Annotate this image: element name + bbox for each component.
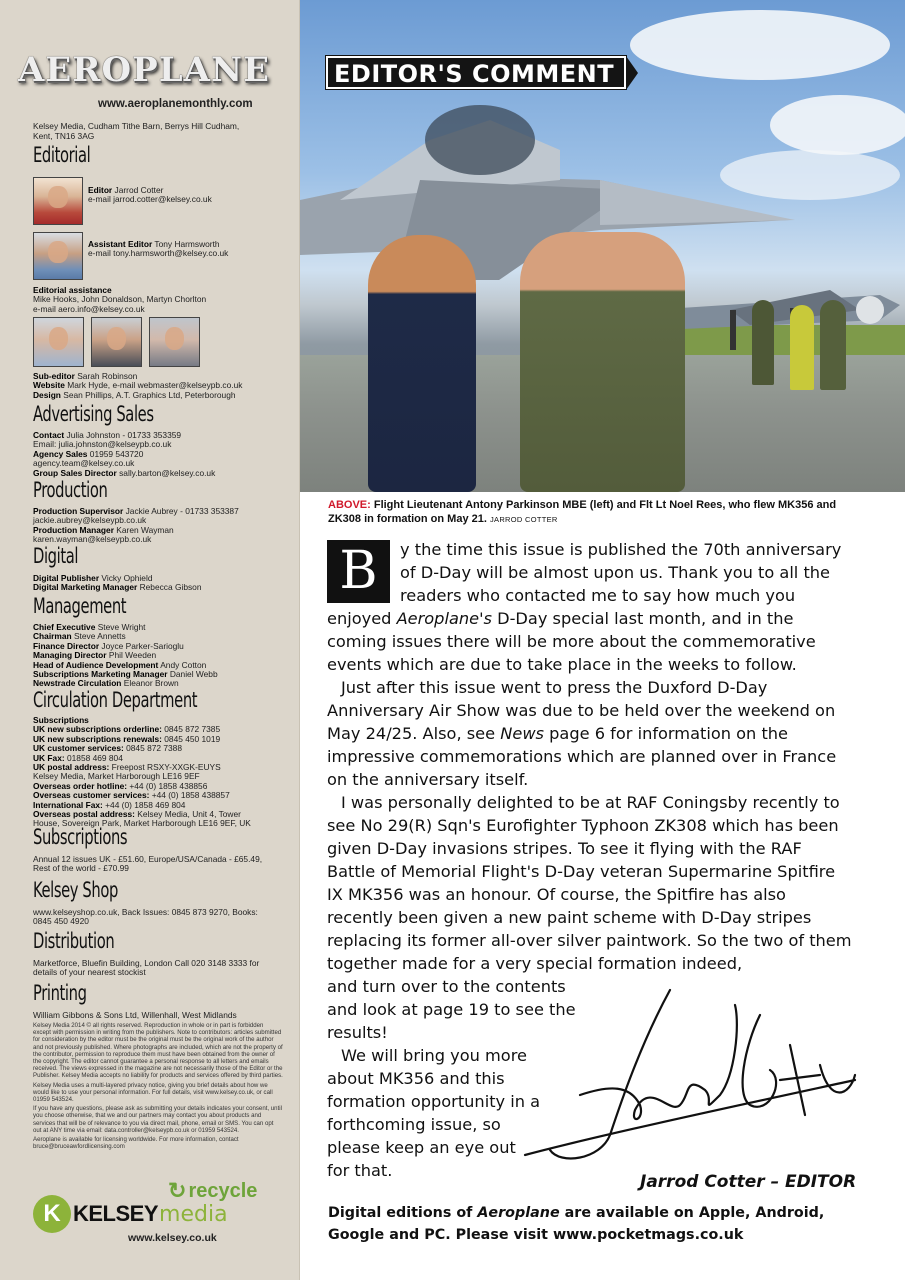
- kelsey-url[interactable]: www.kelsey.co.uk: [128, 1232, 217, 1244]
- editor-signature: [520, 985, 860, 1175]
- paragraph-1: B y the time this issue is published the 70th anniversary of D-Day will be almost upon us. Thank you to all the readers who contacted me to say how much you enjoyed Aeroplane's D-Day special last month, and in the coming issues there will be more about the commemorative events which are due to take place in the weeks to follow.: [327, 540, 842, 674]
- editors-comment-banner: EDITOR'S COMMENT: [326, 56, 626, 89]
- circulation-heading: Circulation Department: [33, 688, 198, 712]
- signature-name: Jarrod Cotter – EDITOR: [640, 1172, 857, 1192]
- paragraph-3: I was personally delighted to be at RAF Coningsby recently to see No 29(R) Sqn's Eurofighter Typhoon ZK308 which has been given D-Day invasions stripes. To see it flying with the RAF Battle of Memorial Flight's D-Day veteran Supermarine Spitfire IX MK356 was an honour. Of course, the Spitfire has also recently been given a new paint scheme with D-Day stripes replacing its former all-over silver paintwork. So the two of them together made for a very special formation indeed,: [327, 793, 852, 973]
- pilot-left: [368, 235, 476, 492]
- management-details: Chief Executive Steve Wright Chairman Steve Annetts Finance Director Joyce Parker-Sarioglu Managing Director Phil Weeden Head of Audience Development Andy Cotton Subscriptions Marketing Manager Daniel Webb Newstrade Circulation Eleanor Brown: [33, 622, 218, 689]
- aeroplane-logo: AEROPLANE: [33, 40, 255, 100]
- editor-credit: Editor Jarrod Cotter e-mail jarrod.cotter@kelsey.co.uk: [88, 185, 212, 205]
- editorial-assistance: Editorial assistance Mike Hooks, John Donaldson, Martyn Chorlton e-mail aero.info@kelsey.co.uk: [33, 285, 207, 314]
- assistant-editor-photo: [33, 232, 83, 280]
- advertising-details: Contact Julia Johnston - 01733 353359 Email: julia.johnston@kelseypb.co.uk Agency Sales 01959 543720 agency.team@kelsey.co.uk Group Sales Director sally.barton@kelsey.co.uk: [33, 430, 216, 478]
- shop-heading: Kelsey Shop: [33, 878, 118, 902]
- management-heading: Management: [33, 594, 127, 618]
- recycle-icon: ↻: [168, 1178, 187, 1203]
- kelsey-media-logo: K KELSEY media: [33, 1195, 228, 1233]
- masthead-sidebar: [0, 0, 300, 1280]
- editor-photo: [33, 177, 83, 225]
- assistant-photo-2: [91, 317, 142, 367]
- publisher-address: Kelsey Media, Cudham Tithe Barn, Berrys Hill Cudham, Kent, TN16 3AG: [33, 121, 240, 141]
- assistant-editor-credit: Assistant Editor Tony Harmsworth e-mail tony.harmsworth@kelsey.co.uk: [88, 239, 229, 259]
- subeditor-web-design: Sub-editor Sarah Robinson Website Mark Hyde, e-mail webmaster@kelseypb.co.uk Design Sean Phillips, A.T. Graphics Ltd, Peterborough: [33, 371, 243, 400]
- distribution-details: Marketforce, Bluefin Building, London Call 020 3148 3333 for details of your nearest stockist: [33, 958, 260, 978]
- recycle-logo: ↻ recycle: [168, 1178, 258, 1203]
- paragraph-2: Just after this issue went to press the Duxford D-Day Anniversary Air Show was due to be held over the weekend on May 24/25. Also, see News page 6 for information on the impressive commemorations which are planned over in France on the anniversary itself.: [327, 678, 837, 789]
- printing-heading: Printing: [33, 981, 87, 1005]
- assistant-photo-3: [149, 317, 200, 367]
- assistant-photo-1: [33, 317, 84, 367]
- site-url[interactable]: www.aeroplanemonthly.com: [98, 98, 253, 110]
- subscriptions-prices: Annual 12 issues UK - £51.60, Europe/USA/Canada - £65.49, Rest of the world - £70.99: [33, 854, 263, 874]
- advertising-heading: Advertising Sales: [33, 402, 154, 426]
- shop-details: www.kelseyshop.co.uk, Back Issues: 0845 873 9270, Books: 0845 450 4920: [33, 907, 258, 927]
- paragraph-3-tail: and turn over to the contents and look at page 19 to see the results!: [327, 977, 576, 1042]
- pilot-right: [520, 232, 685, 492]
- digital-editions-note: Digital editions of Aeroplane are available on Apple, Android, Google and PC. Please visit www.pocketmags.co.uk: [328, 1205, 825, 1243]
- photo-caption: ABOVE: Flight Lieutenant Antony Parkinson MBE (left) and Flt Lt Noel Rees, who flew MK356 and ZK308 in formation on May 21. JARROD COTTER: [328, 499, 837, 525]
- production-details: Production Supervisor Jackie Aubrey - 01733 353387 jackie.aubrey@kelseypb.co.uk Production Manager Karen Wayman karen.wayman@kelseypb.co.uk: [33, 506, 239, 545]
- editorial-heading: Editorial: [33, 143, 91, 167]
- circulation-details: Subscriptions UK new subscriptions orderline: 0845 872 7385 UK new subscriptions renewals: 0845 450 1019 UK customer services: 0845 872 7388 UK Fax: 01858 469 804 UK postal address: Freepost RSXY-XXGK-EUYS Kelsey Media, Market Harborough LE16 9EF Overseas order hotline: +44 (0) 1858 438856 Overseas customer services: +44 (0) 1858 438857 International Fax: +44 (0) 1858 469 804 Overseas postal address: Kelsey Media, Unit 4, Tower House, Sovereign Park, Market Harborough LE16 9EF, UK: [33, 715, 251, 829]
- subscriptions-heading: Subscriptions: [33, 825, 128, 849]
- production-heading: Production: [33, 478, 108, 502]
- printing-details: William Gibbons & Sons Ltd, Willenhall, West Midlands: [33, 1010, 237, 1020]
- digital-heading: Digital: [33, 544, 79, 568]
- paragraph-4: We will bring you more about MK356 and this formation opportunity in a forthcoming issue, so please keep an eye out for that.: [327, 1046, 541, 1180]
- distribution-heading: Distribution: [33, 929, 115, 953]
- legal-fine-print: Kelsey Media 2014 © all rights reserved. Reproduction in whole or in part is forbidden except with permission in writing from the publishers. Note to contributors: articles submitted for consideration by the editor must be the original must be the original work of the author and not previously published. Where photographs are included, which are not the property of the contributor, permission to reproduce them must have been obtained from the owner of the copyright. The editor cannot guarantee a personal response to all letters and emails received. The views expressed in the magazine are not necessarily those of the Editor or the Publisher. Kelsey Media accepts no liability for products and services offered by third parties. Kelsey Media uses a multi-layered privacy notice, giving you brief details about how we would like to use your personal information. For full details, visit www.kelsey.co.uk, or call 01959 543524. If you have any questions, please ask as submitting your details indicates your consent, until you choose otherwise, that we and our partners may contact you about products and services that will be of relevance to you via direct mail, phone, email or SMS. You can opt out at ANY time via email: data.controller@kelseypb.co.uk or 01959 543524. Aeroplane is available for licensing worldwide. For more information, contact bruce@bruceawfordlicensing.com: [33, 1022, 283, 1151]
- drop-cap: B: [327, 540, 390, 603]
- digital-details: Digital Publisher Vicky Ophield Digital Marketing Manager Rebecca Gibson: [33, 573, 202, 593]
